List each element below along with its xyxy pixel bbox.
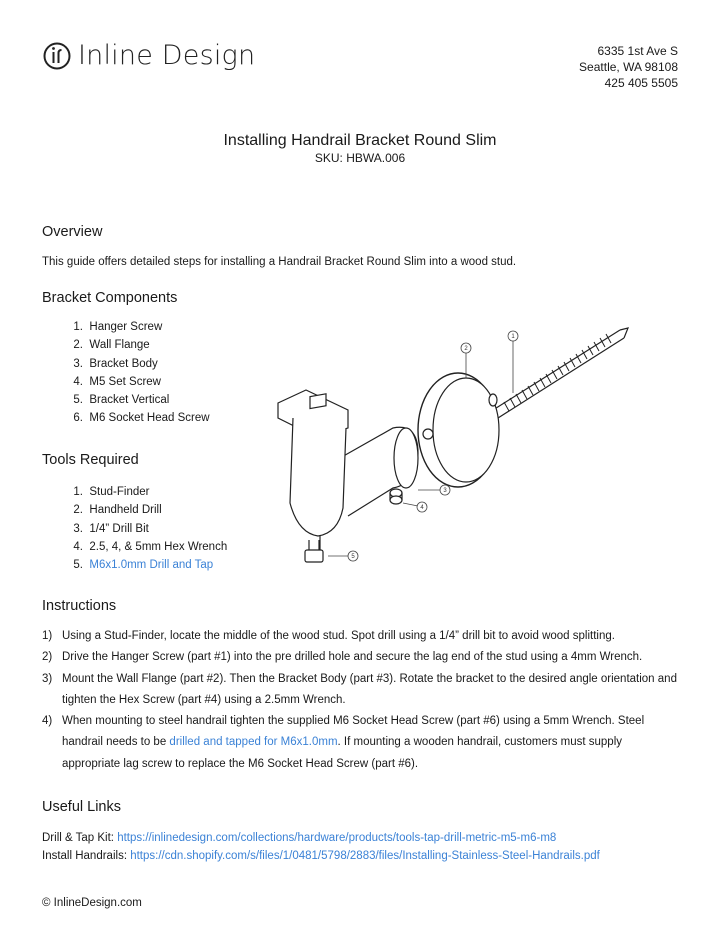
bracket-vertical-drawing bbox=[278, 390, 348, 550]
brand-logo bbox=[42, 40, 255, 71]
callout-5 bbox=[348, 551, 358, 561]
set-screw-drawing bbox=[390, 489, 402, 504]
list-label: 2.5, 4, & 5mm Hex Wrench bbox=[89, 540, 228, 553]
list-item bbox=[42, 829, 600, 847]
overview-text: This guide offers detailed steps for installing a Handrail Bracket Round Slim into a wood stud. bbox=[42, 256, 517, 268]
overview-heading: Overview bbox=[42, 224, 103, 240]
components-list bbox=[42, 318, 210, 428]
step-text: Using a Stud-Finder, locate the middle of the wood stud. Spot drill using a 1/4” drill bit to avoid wood splitting. bbox=[62, 630, 615, 642]
list-number: 4. bbox=[73, 375, 83, 388]
tools-list bbox=[42, 483, 227, 574]
useful-links-list bbox=[42, 829, 600, 865]
inline-design-logo-icon bbox=[42, 41, 72, 71]
address-phone: 425 405 5505 bbox=[604, 76, 678, 90]
list-number: 4. bbox=[73, 540, 83, 553]
step-number: 4) bbox=[42, 715, 53, 728]
list-number: 5. bbox=[73, 394, 83, 407]
callout-3 bbox=[440, 485, 450, 495]
list-item bbox=[42, 501, 227, 519]
callout-1 bbox=[508, 331, 518, 341]
list-label: Handheld Drill bbox=[89, 504, 162, 517]
company-address bbox=[579, 43, 678, 91]
drill-and-tap-link[interactable]: M6x1.0mm Drill and Tap bbox=[89, 559, 214, 572]
list-item bbox=[42, 520, 227, 538]
useful-links-heading: Useful Links bbox=[42, 799, 121, 815]
instruction-step bbox=[42, 711, 682, 775]
step-number: 2) bbox=[42, 651, 53, 664]
address-line-2: Seattle, WA 98108 bbox=[579, 60, 678, 74]
list-label: 1/4” Drill Bit bbox=[89, 522, 149, 535]
list-label: Bracket Vertical bbox=[89, 394, 170, 407]
list-label: M5 Set Screw bbox=[89, 375, 161, 388]
list-number: 5. bbox=[73, 559, 83, 572]
instructions-heading: Instructions bbox=[42, 598, 117, 614]
list-label: Stud-Finder bbox=[89, 486, 150, 498]
list-label: Hanger Screw bbox=[89, 321, 163, 333]
list-item bbox=[42, 847, 600, 865]
install-handrails-link[interactable]: https://cdn.shopify.com/s/files/1/0481/5798/2883/files/Installing-Stainless-Steel-Handrails.pdf bbox=[130, 850, 600, 862]
step-text: Drive the Hanger Screw (part #1) into the pre drilled hole and secure the lag end of the stud using a 4mm Wrench. bbox=[62, 651, 643, 664]
callout-1-text: 1 bbox=[511, 334, 515, 340]
instructions-list bbox=[42, 626, 682, 775]
list-item bbox=[42, 391, 210, 409]
list-item bbox=[42, 556, 227, 574]
bracket-exploded-diagram bbox=[268, 318, 638, 578]
callout-3-text: 3 bbox=[443, 488, 447, 494]
step-number: 1) bbox=[42, 630, 53, 642]
step-text-after: . If mounting a wooden handrail, customers must supply appropriate lag screw to replace the M6 Socket Head Screw (part #6). bbox=[62, 736, 622, 770]
list-number: 6. bbox=[73, 412, 83, 425]
list-item bbox=[42, 373, 210, 391]
tools-heading: Tools Required bbox=[42, 452, 139, 468]
step-text-before: When mounting to steel handrail tighten the supplied M6 Socket Head Screw (part #6) using a 5mm Wrench. Steel handrail needs to be bbox=[62, 715, 645, 749]
list-number: 3. bbox=[73, 522, 83, 535]
list-item bbox=[42, 409, 210, 427]
instruction-step bbox=[42, 647, 682, 668]
list-item bbox=[42, 318, 210, 336]
title-block bbox=[0, 131, 720, 166]
callout-5-text: 5 bbox=[351, 554, 355, 560]
list-item bbox=[42, 483, 227, 501]
drill-tap-kit-link[interactable]: https://inlinedesign.com/collections/hardware/products/tools-tap-drill-metric-m5-m6-m8 bbox=[117, 832, 557, 844]
list-item bbox=[42, 336, 210, 354]
step-number: 3) bbox=[42, 672, 53, 685]
components-heading: Bracket Components bbox=[42, 290, 178, 306]
link-label: Install Handrails: bbox=[42, 850, 128, 862]
list-number: 2. bbox=[73, 504, 83, 517]
page-title: Installing Handrail Bracket Round Slim bbox=[223, 132, 497, 149]
step-text: Mount the Wall Flange (part #2). Then the Bracket Body (part #3). Rotate the bracket to the desired angle orientation and tighten the Hex Screw (part #4) using a 2.5mm Wrench. bbox=[62, 672, 677, 706]
callout-2 bbox=[461, 343, 471, 353]
drilled-and-tapped-link[interactable]: drilled and tapped for M6x1.0mm bbox=[169, 736, 338, 749]
callout-2-text: 2 bbox=[464, 346, 468, 352]
list-number: 2. bbox=[73, 339, 83, 352]
list-number: 1. bbox=[73, 486, 83, 498]
list-number: 1. bbox=[73, 321, 83, 333]
list-item bbox=[42, 355, 210, 373]
instruction-step bbox=[42, 626, 682, 647]
footer-copyright: © InlineDesign.com bbox=[42, 897, 142, 909]
brand-name: Inline Design bbox=[78, 40, 256, 71]
address-line-1: 6335 1st Ave S bbox=[597, 44, 678, 58]
instruction-step bbox=[42, 669, 682, 712]
link-label: Drill & Tap Kit: bbox=[42, 832, 115, 844]
list-number: 3. bbox=[73, 357, 83, 370]
callout-4 bbox=[417, 502, 427, 512]
list-label: M6 Socket Head Screw bbox=[89, 412, 210, 425]
callout-4-text: 4 bbox=[420, 505, 424, 511]
list-label: Bracket Body bbox=[89, 357, 158, 370]
list-item bbox=[42, 538, 227, 556]
list-label: Wall Flange bbox=[89, 339, 150, 352]
sku-label: SKU: HBWA.006 bbox=[314, 151, 406, 165]
